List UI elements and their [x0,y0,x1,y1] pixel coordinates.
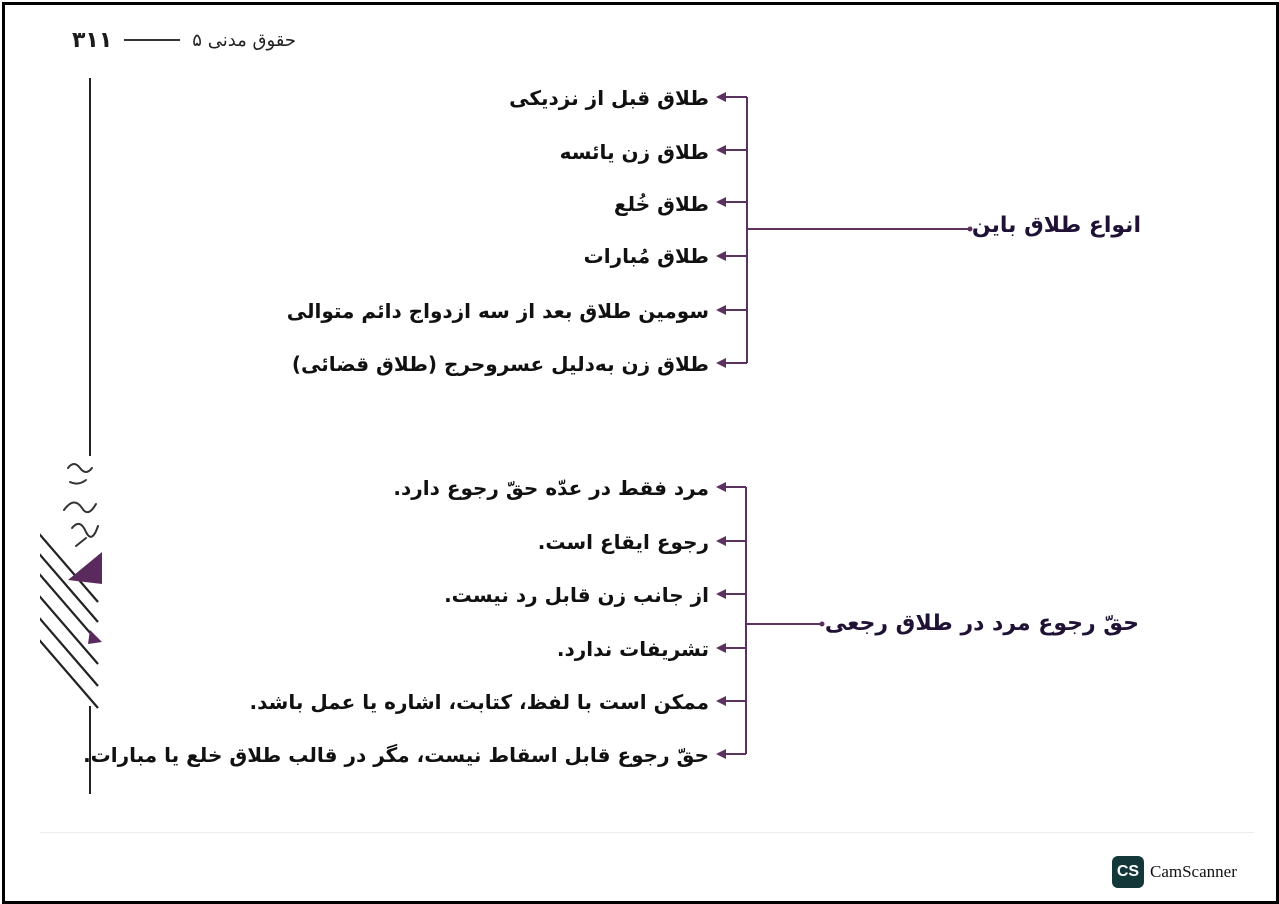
section-1-bracket [716,92,973,368]
list-item: رجوع ایقاع است. [537,530,709,554]
arrow-head-icon [716,305,726,315]
list-item: طلاق خُلع [613,192,709,216]
camscanner-label: CamScanner [1150,862,1237,881]
arrow-head-icon [716,589,726,599]
book-title: حقوق مدنی ۵ [192,29,297,51]
page-bottom-rule [40,832,1254,833]
arrow-head-icon [716,749,726,759]
list-item: طلاق زن یائسه [559,140,709,164]
arrow-head-icon [716,251,726,261]
list-item: مرد فقط در عدّه حقّ رجوع دارد. [393,476,709,500]
list-item: ممکن است با لفظ، کتابت، اشاره یا عمل باشد. [249,690,709,714]
list-item: از جانب زن قابل رد نیست. [444,583,709,607]
list-item: تشریفات ندارد. [556,637,709,661]
list-item: طلاق زن به‌دلیل عسروحرج (طلاق قضائی) [291,352,709,376]
list-item: طلاق قبل از نزدیکی [509,86,709,110]
section-heading-rojoo: حقّ رجوع مرد در طلاق رجعی [824,611,1139,636]
camscanner-logo-icon: CS [1112,856,1144,888]
arrow-head-icon [716,536,726,546]
arrow-head-icon [716,482,726,492]
arrow-head-icon [716,92,726,102]
arrow-head-icon [716,145,726,155]
list-item: سومین طلاق بعد از سه ازدواج دائم متوالی [286,299,709,323]
page-number: ۳۱۱ [72,27,113,53]
arrow-head-icon [716,643,726,653]
arrow-head-icon [716,197,726,207]
list-item: حقّ رجوع قابل اسقاط نیست، مگر در قالب طلاق خلع یا مبارات. [83,743,709,767]
arrow-head-icon [716,358,726,368]
bracket-dot [820,622,825,627]
section-2-bracket [716,482,825,759]
arrow-head-icon [716,696,726,706]
list-item: طلاق مُبارات [583,244,709,268]
section-heading-baen: انواع طلاق باین [971,213,1141,238]
